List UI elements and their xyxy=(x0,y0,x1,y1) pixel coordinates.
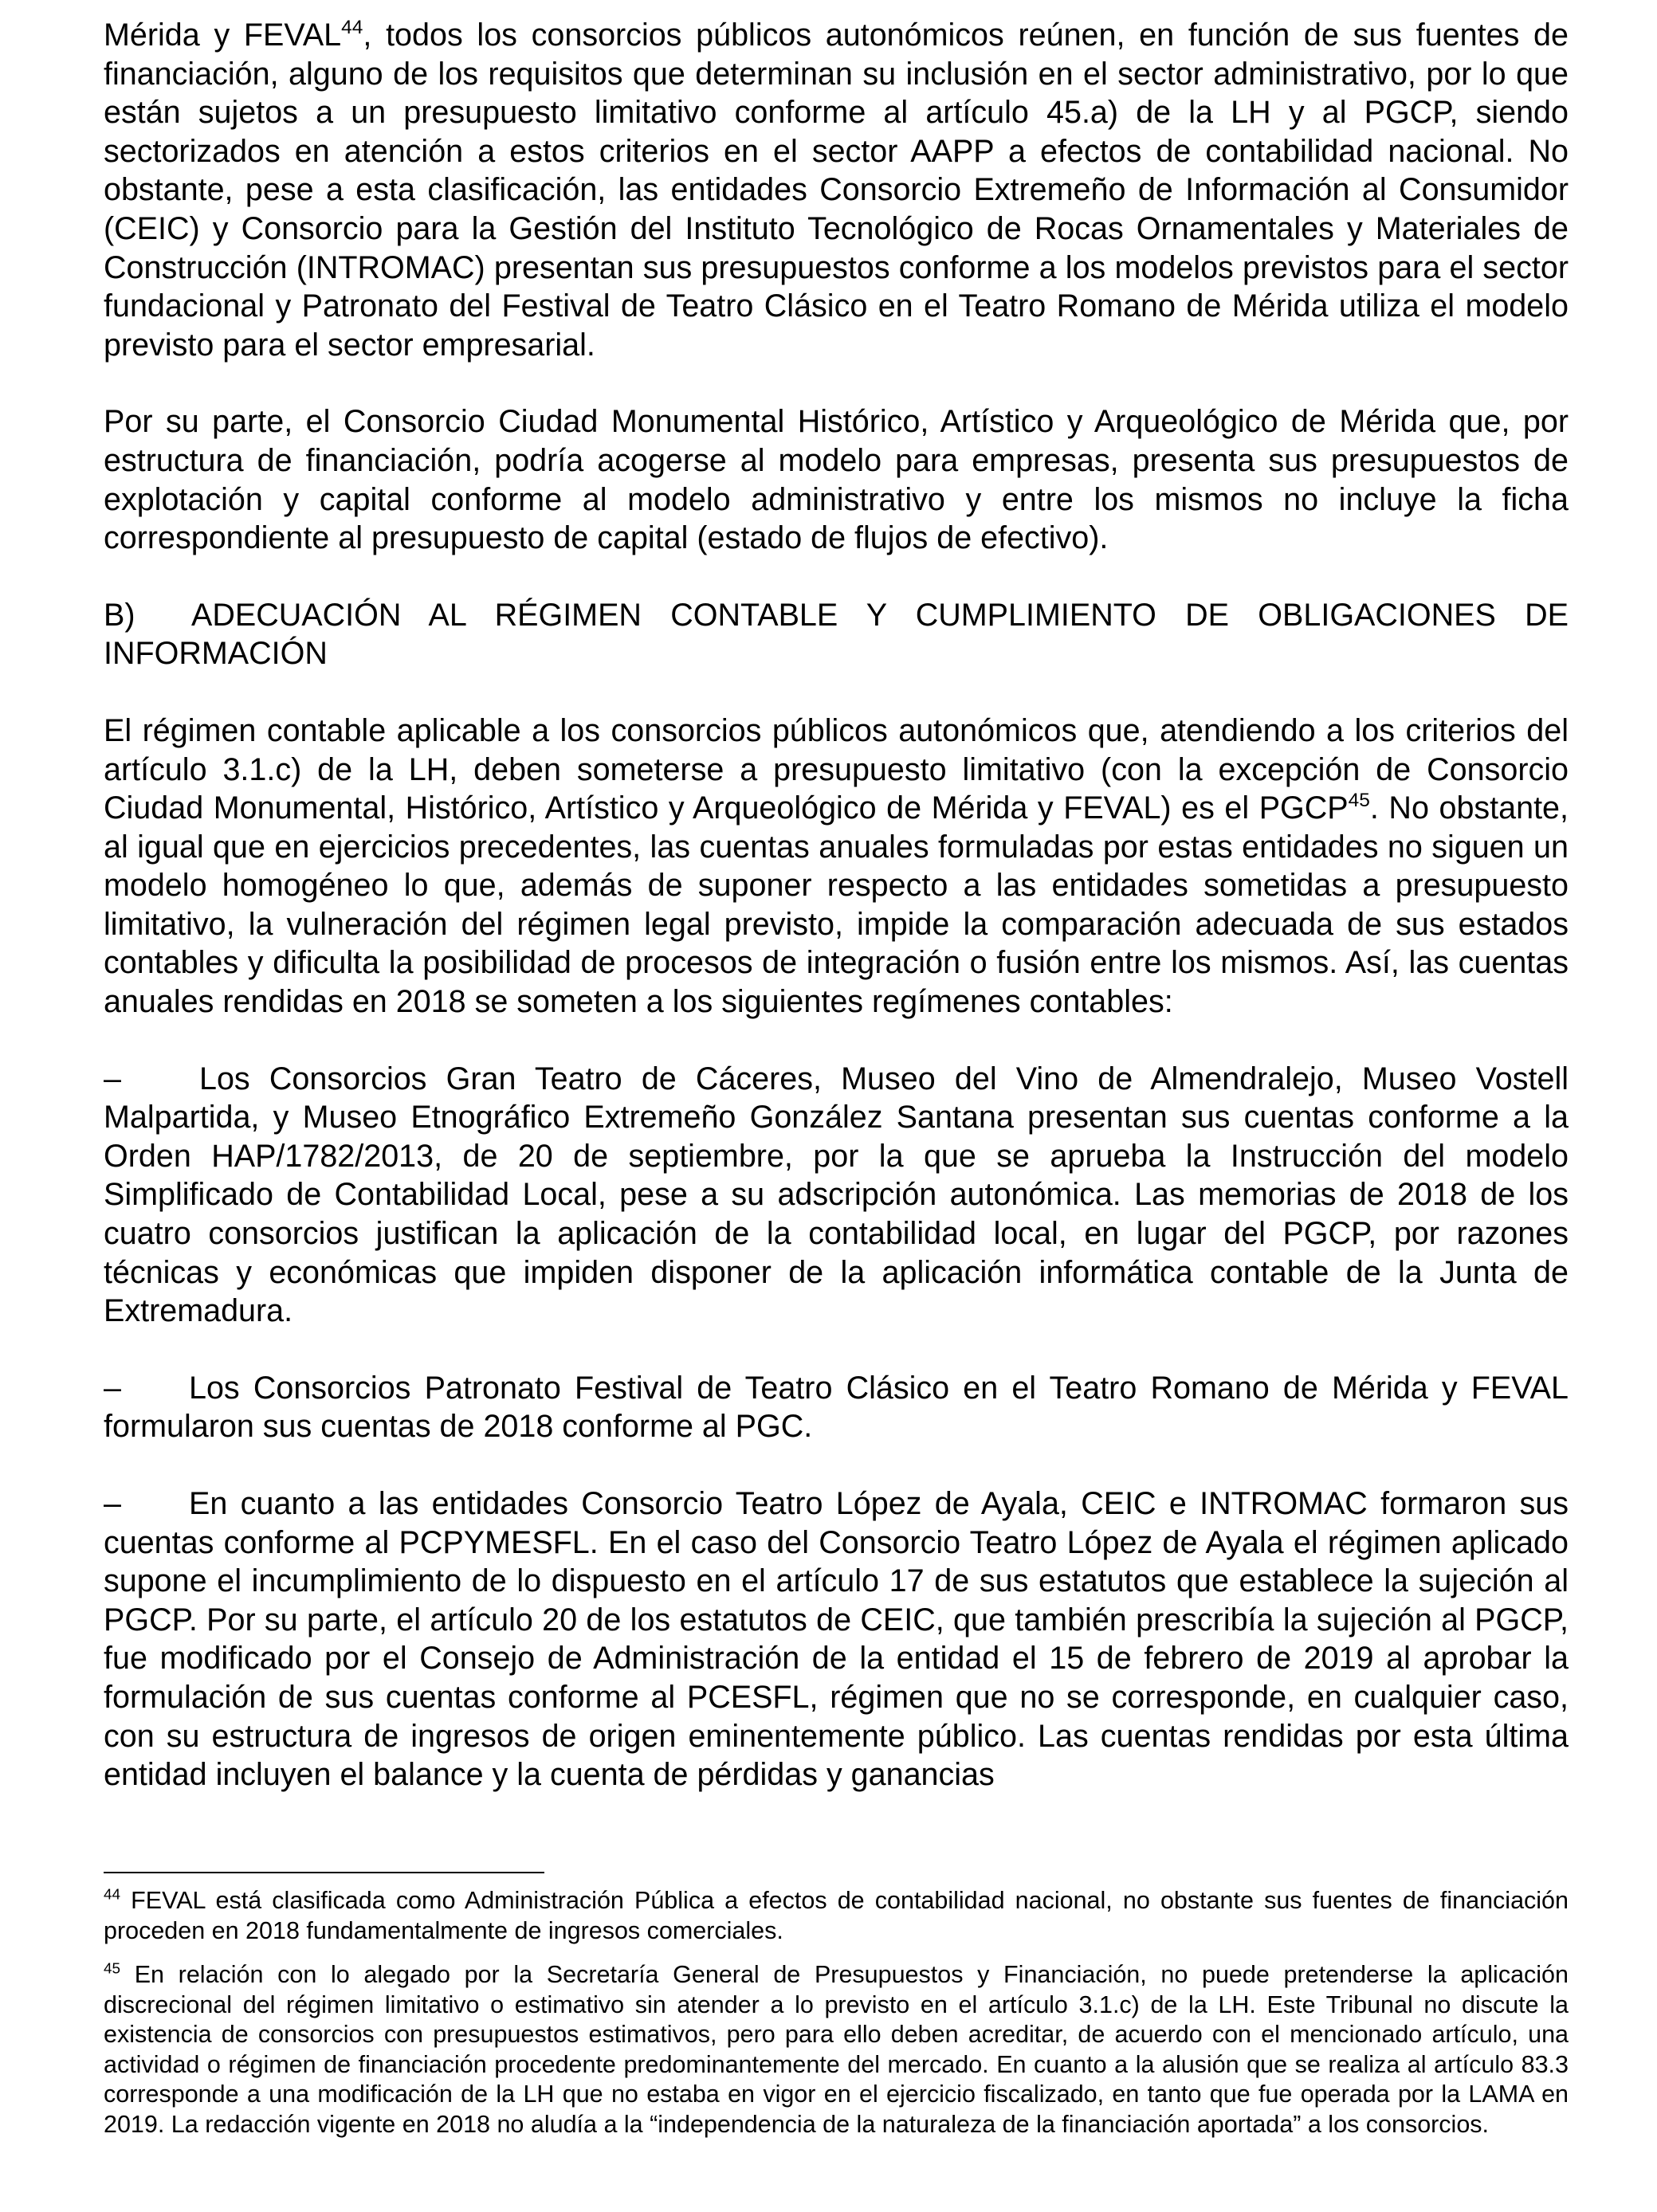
list-item-text: Los Consorcios Patronato Festival de Teatro Clásico en el Teatro Romano de Mérida y FEVAL formularon sus cuentas de 2018 conforme al PGC. xyxy=(104,1370,1569,1445)
footnote-text: FEVAL está clasificada como Administración Pública a efectos de contabilidad nacional, no obstante sus fuentes de financiación proceden en 2018 fundamentalmente de ingresos comerciales. xyxy=(104,1887,1569,1944)
paragraph-text: El régimen contable aplicable a los consorcios públicos autonómicos que, atendiendo a los criterios del artículo 3.1.c) de la LH, deben someterse a presupuesto limitativo (con la excepción de Consorcio Ciudad Monumental, Histórico, Artístico y Arqueológico de Mérida y FEVAL) es el PGCP xyxy=(104,712,1569,826)
paragraph-ciudad-monumental: Por su parte, el Consorcio Ciudad Monumental Histórico, Artístico y Arqueológico de Mérida que, por estructura de financiación, podría acogerse al modelo para empresas, presenta sus presupuestos de explotación y capital conforme al modelo administrativo y entre los mismos no incluye la ficha correspondiente al presupuesto de capital (estado de flujos de efectivo). xyxy=(104,404,1569,556)
dash-bullet: – xyxy=(104,1370,121,1406)
document-page xyxy=(104,16,1569,2138)
footnote-number: 44 xyxy=(104,1886,121,1904)
footnote-separator xyxy=(104,1872,544,1873)
list-item-text: En cuanto a las entidades Consorcio Teatro López de Ayala, CEIC e INTROMAC formaron sus cuentas conforme al PCPYMESFL. En el caso del Consorcio Teatro López de Ayala el régimen aplicado supone el incumplimiento de lo dispuesto en el artículo 17 de sus estatutos que establece la sujeción al PGCP. Por su parte, el artículo 20 de los estatutos de CEIC, que también prescribía la sujeción al PGCP, fue modificado por el Consejo de Administración de la entidad el 15 de febrero de 2019 al aprobar la formulación de sus cuentas conforme al PCESFL, régimen que no se corresponde, en cualquier caso, con su estructura de ingresos de origen eminentemente público. Las cuentas rendidas por esta última entidad incluyen el balance y la cuenta de pérdidas y ganancias xyxy=(104,1486,1569,1793)
dash-bullet: – xyxy=(104,1486,121,1521)
section-title: ADECUACIÓN AL RÉGIMEN CONTABLE Y CUMPLIMIENTO DE OBLIGACIONES DE INFORMACIÓN xyxy=(104,597,1569,672)
body-text xyxy=(104,16,1569,1794)
section-number: B) xyxy=(104,597,135,633)
section-heading xyxy=(104,596,1569,673)
footnote-ref-45[interactable]: 45 xyxy=(1348,789,1370,811)
paragraph-feval-sectorization xyxy=(104,16,1569,364)
footnote-ref-44[interactable]: 44 xyxy=(341,16,363,38)
list-item xyxy=(104,1484,1569,1794)
footnote-text: En relación con lo alegado por la Secretaría General de Presupuestos y Financiación, no puede pretenderse la aplicación discrecional del régimen limitativo o estimativo sin atender a lo previsto en el artículo 3.1.c) de la LH. Este Tribunal no discute la existencia de consorcios con presupuestos estimativos, pero para ello deben acreditar, de acuerdo con el mencionado artículo, una actividad o régimen de financiación procedente predominantemente del mercado. En cuanto a la alusión que se realiza al artículo 83.3 corresponde a una modificación de la LH que no estaba en vigor en el ejercicio fiscalizado, en tanto que fue operada por la LAMA en 2019. La redacción vigente en 2018 no aludía a la “independencia de la naturaleza de la financiación aportada” a los consorcios. xyxy=(104,1961,1569,2138)
footnote-44 xyxy=(104,1886,1569,1946)
footnote-number: 45 xyxy=(104,1960,121,1978)
list-item-text: Los Consorcios Gran Teatro de Cáceres, Museo del Vino de Almendralejo, Museo Vostell Malpartida, y Museo Etnográfico Extremeño González Santana presentan sus cuentas conforme a la Orden HAP/1782/2013, de 20 de septiembre, por la que se aprueba la Instrucción del modelo Simplificado de Contabilidad Local, pese a su adscripción autonómica. Las memorias de 2018 de los cuatro consorcios justifican la aplicación de la contabilidad local, en lugar del PGCP, por razones técnicas y económicas que impiden disponer de la aplicación informática contable de la Junta de Extremadura. xyxy=(104,1061,1569,1329)
paragraph-text: , todos los consorcios públicos autonómicos reúnen, en función de sus fuentes de financiación, alguno de los requisitos que determinan su inclusión en el sector administrativo, por lo que están sujetos a un presupuesto limitativo conforme al artículo 45.a) de la LH y al PGCP, siendo sectorizados en atención a estos criterios en el sector AAPP a efectos de contabilidad nacional. No obstante, pese a esta clasificación, las entidades Consorcio Extremeño de Información al Consumidor (CEIC) y Consorcio para la Gestión del Instituto Tecnológico de Rocas Ornamentales y Materiales de Construcción (INTROMAC) presentan sus presupuestos conforme a los modelos previstos para el sector fundacional y Patronato del Festival de Teatro Clásico en el Teatro Romano de Mérida utiliza el modelo previsto para el sector empresarial. xyxy=(104,18,1569,363)
paragraph-regimen-contable xyxy=(104,712,1569,1022)
footnotes xyxy=(104,1886,1569,2154)
paragraph-text: . No obstante, al igual que en ejercicios precedentes, las cuentas anuales formuladas por estas entidades no siguen un modelo homogéneo lo que, además de suponer respecto a las entidades sometidas a presupuesto limitativo, la vulneración del régimen legal previsto, impide la comparación adecuada de sus estados contables y dificulta la posibilidad de procesos de integración o fusión entre los mismos. Así, las cuentas anuales rendidas en 2018 se someten a los siguientes regímenes contables: xyxy=(104,790,1569,1020)
footnote-45 xyxy=(104,1960,1569,2139)
list-item xyxy=(104,1369,1569,1446)
list-item xyxy=(104,1060,1569,1331)
paragraph-text: Mérida y FEVAL xyxy=(104,18,342,53)
dash-bullet: – xyxy=(104,1061,121,1096)
